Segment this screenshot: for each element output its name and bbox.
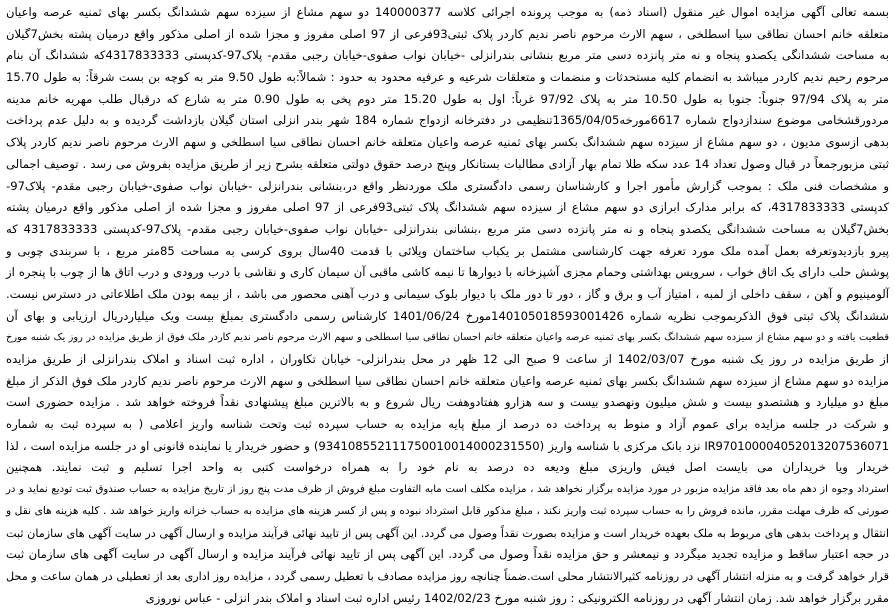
notice-line-1: بسمه تعالی آگهی مزایده اموال غیر منقول (اسناد ذمه) به موجب پرونده اجرائی کلاسه 140000377 دو سهم مشاع از سیزده سهم ششدانگ بکسر بهای ثمنیه عرصه واعیان — [6, 5, 889, 19]
notice-line-13: پوشش حلب دارای یک اتاق خواب ، سرویس بهداشتی وحمام مجزی آشپزخانه با دیوارها تا نیمه کاشی ماقبی آن سیمان کاری و نقاشی با درب ورودی و درب اتاق ها از چوب با پنجره از — [6, 265, 889, 280]
notice-line-27: قرار خواهد گرفت و به منزله انتشار آگهی در روزنامه کثیرالانتشار محلی است.ضمناً چنانچه روز مزایده مصادف با تعطیل رسمی گردد ، مزایده روز اداری بعد از تعطیلی در همان ساعت و محل — [6, 569, 889, 583]
notice-line-9: و مشخصات فنی ملک : بموجب گزارش مأمور اجرا و کارشناسان رسمی دادگستری ملک موردنظر واقع در،بنشانی بندرانزلی -خیابان نواب صفوی-خیابان رجبی مقدم- پلاک97- — [6, 178, 889, 193]
notice-line-21: IR970100004052013207536071 نزد بانک مرکزی با شناسه واریز (934108552111750010014000231550) و حضور خریدار یا نماینده قانونی او در جلسه مزایده است ، لذا — [6, 438, 889, 453]
notice-line-23: استرداد وجوه از دهم ماه بعد فاقد مزایده مزبور در مورد مزایده برگزار نخواهد شد ، مزایده مکلف است مابه التفاوت مبلغ فروش از ظرف مدت پنج روز از تاریخ مزایده به حساب صندوق ثبت تودیع نماید و در — [6, 484, 889, 496]
notice-line-2: متعلقه خانم احسان نطاقی سیا اسطلخی ، سهم الارث مرحوم ناصر ندیم کاردر پلاک ثبتی93فرعی از 97 اصلی مفروز و مجزا شده از اصلی مذکور واقع درمیان پشته بخش7گیلان — [6, 26, 889, 41]
notice-line-15: ششدانگ پلاک ثبتی فوق الذکربموجب نظریه شماره 140105018593001426مورخ 1401/06/24 کارشناس رسمی دادگستری بمبلغ بیست ویک میلیاردریال ارزیابی و بهای آن — [6, 308, 890, 323]
notice-line-19: مبلغ دو میلیارد و هشتصدو بیست و شش میلیون ونهصدو بیست و سه هزارو هفتادوهفت ریال شروع و به بالاترین مبلغ پیشنهادی نقداً فروخته خواهد شد . مزایده حضوری است — [6, 395, 889, 410]
notice-line-24: صورتی که ظرف مهلت مقرر، مانده فروش را به حساب سپرده ثبت واریز نکند ، مبلغ مذکور قابل استرداد نبوده و پس از کسر هزینه های مزایده به حساب خزانه واریز خواهد شد . کلیه هزینه های نقل و — [6, 504, 889, 517]
notice-line-10: کدپستی 4317833333، که برابر مدارک ابرازی دو سهم مشاع از سیزده سهم ششدانگ پلاک ثبتی93فرعی از 97 اصلی مفروز و مجزا شده از اصلی مذکور واقع درمیان پشته — [6, 200, 889, 215]
notice-line-12: پیرو بازدیدوتعرفه بعمل آمده ملک مورد تعرفه جهت کارشناسی مشتمل بر یکباب ساختمان ویلائی با قدمت 40سال بروی کرسی به مساحت 85متر مربع ، با سربندی چوبی و — [6, 243, 889, 258]
notice-line-26: در حجه اعتبار ساقط و مزایده تجدید میگردد و نیمعشر و حق مزایده نقداً وصول می گردد. این آگهی پس از تایید نهائی فرآیند مزایده و ارسال آگهی در سایت آگهی های سازمان ثبت — [6, 547, 889, 562]
notice-line-25: انتقال و پرداخت بدهی های مربوط به ملک بعهده خریدار است و مزایده بصورت نقداً وصول می گردد. این آگهی پس از تایید نهائی فرآیند مزایده و ارسال آگهی در سایت آگهی های سازمان ثبت — [6, 526, 889, 540]
notice-line-16: قطعیت یافته و دو سهم مشاع از سیزده سهم ششدانگ بکسر بهای ثمنیه عرصه واعیان متعلقه خانم احسان نطاقی سیا اسطلخی و سهم الارث مرحوم ناصر ندیم کاردر ملک فوق از طریق مزایده در روز یک شنبه مورخ — [6, 332, 889, 344]
notice-line-14: آلومینیوم و آهن ، سقف داخلی از لمبه ، امتیاز آب و برق و گاز ، دور تا دور ملک با دیوار بلوک سیمانی و درب آهنی محصور می باشد ، از بیمه بودن ملک اطلاعاتی در دسترس نیست. — [6, 286, 889, 301]
notice-line-7: بدهی ازسوی مدیون ، دو سهم مشاع از سیزده سهم ششدانگ بکسر بهای ثمنیه عرصه واعیان متعلقه خانم احسان نطاقی سیا اسطلخی و سهم الارث مرحوم ناصر ندیم کاردر پلاک — [6, 135, 889, 150]
notice-line-20: و شرکت در جلسه مزایده برای عموم آزاد و منوط به پرداخت ده درصد از مبلغ پایه مزایده به حساب سپرده ثبت وتحت شناسه واریز اعلامی ( به سپرده ثبت به شماره — [6, 417, 889, 432]
notice-line-5: متر به پلاک 97/94 جنوباً: جنوبا به طول 10.50 متر به پلاک 97/92 غرباً: اول به طول 15.20 متر دوم پخی به طول 0.90 متر به شارع که درقبال طلب مهریه خانم مدینه — [6, 91, 889, 106]
notice-line-8: ثبتی مزبورجمعاً در قبال وصول تعداد 14 عدد سکه طلا تمام بهار آزادی مطالبات بستانکار وپنج درصد حقوق دولتی متعلقه بشرح زیر از طریق مزایده بفروش می رسد . توصیف اجمالی — [6, 156, 889, 171]
notice-line-11: بخش7گیلان به مساحت ششدانگی یکصدو پنجاه و نه متر پانزده دسی متر مربع ،بنشانی بندرانزلی -خیابان نواب صفوی-خیابان رجبی مقدم- پلاک97-کدپستی 4317833333 که — [6, 221, 889, 236]
notice-line-6: مردورقشخامی موضوع سندازدواج شماره 6617مورخه1365/04/05تنظیمی در دفترخانه ازدواج شماره 184 شهر بندر انزلی استان گیلان بازداشت گردیده و به دلیل عدم پرداخت — [6, 113, 889, 128]
notice-line-28: مقرر برگزار خواهد شد. زمان انتشار آگهی در روزنامه الکترونیکی : روز شنبه مورخ 1402/02/23 رئیس اداره ثبت اسناد و املاک بندر انزلی - عباس نوروزی — [145, 590, 889, 605]
notice-line-3: به مساحت ششدانگی یکصدو پنجاه و نه متر پانزده دسی متر مربع بنشانی بندرانزلی -خیابان نواب صفوی-خیابان رجبی مقدم- پلاک97-کدپستی 4317833333که ششدانگ آن بنام — [6, 48, 889, 63]
notice-line-4: مرحوم رحیم ندیم کاردر میباشد به انضمام کلیه مستحدثات و منضمات و متعلقات شرعیه و عرفیه محدود به حدود : شمالاً:به طول 9.50 متر به کوچه بن بست شرقاً: به طول 15.70 — [6, 70, 889, 85]
notice-line-17: از طریق مزایده در روز یک شنبه مورخ 1402/03/07 از ساعت 9 صبح الی 12 ظهر در محل بندرانزلی- خیابان تکاوران ، اداره ثبت اسناد و املاک بندرانزلی از طریق مزایده — [6, 352, 889, 366]
notice-line-22: خریدار ویا خریداران می بایست اصل فیش واریزی مبلغ ودیعه ده درصد به نام خود را به همراه درخواست کتبی به واحد اجرا تسلیم و ثبت نمایند. همچنین — [6, 460, 889, 475]
notice-line-18: مزایده دو سهم مشاع از سیزده سهم ششدانگ بکسر بهای ثمنیه عرصه واعیان متعلقه خانم احسان نطاقی سیا اسطلخی و سهم الارث مرحوم ناصر ندیم کاردر ملک فوق الذکر از مبلغ — [6, 373, 889, 388]
